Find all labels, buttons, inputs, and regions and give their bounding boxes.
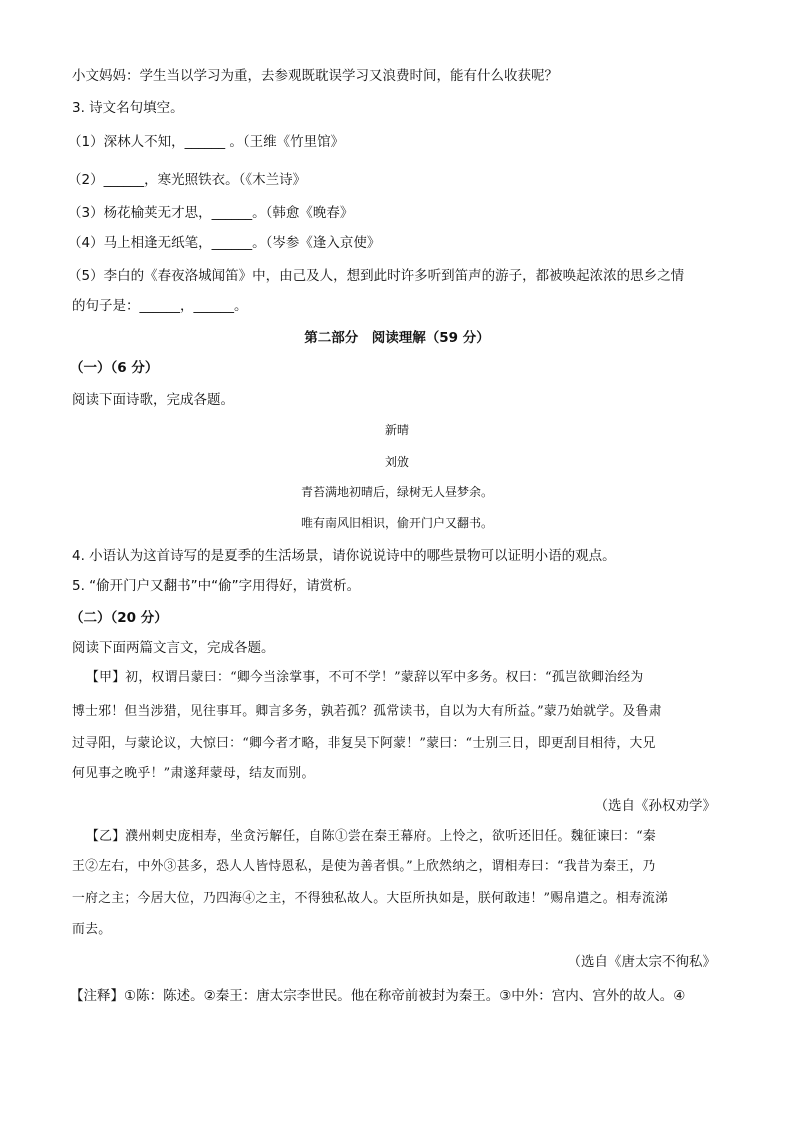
q3-title: 3. 诗文名句填空。	[72, 100, 184, 116]
notes-line: 【注释】①陈：陈述。②秦王：唐太宗李世民。他在称帝前被封为秦王。③中外：宫内、宫外的故人。④	[70, 988, 686, 1004]
section1-heading: （一）（6 分）	[70, 360, 159, 376]
jia-line-3: 过寻阳，与蒙论议，大惊曰：“卿今者才略，非复吴下阿蒙！”蒙曰：“士别三日，即更刮目相待，大兄	[72, 736, 656, 751]
jia-source: （选自《孙权劝学》	[594, 798, 716, 814]
intro-line: 小文妈妈：学生当以学习为重，去参观既耽误学习又浪费时间，能有什么收获呢？	[72, 68, 558, 84]
yi-line-2: 王②左右，中外③甚多，恐人人皆恃恩私，是使为善者惧。”上欣然纳之，谓相寿曰：“我昔为秦王，乃	[72, 859, 656, 874]
q3-item-1: （1）深林人不知，______ 。（王维《竹里馆》	[68, 134, 345, 150]
yi-line-4: 而去。	[72, 922, 112, 937]
poem-line-2: 唯有南风旧相识，偷开门户又翻书。	[300, 516, 493, 530]
poem-line-1: 青苔满地初晴后，绿树无人昼梦余。	[300, 485, 493, 499]
yi-source: （选自《唐太宗不徇私》	[567, 954, 716, 970]
yi-line-3: 一府之主；今居大位，乃四海④之主，不得独私故人。大臣所执如是，朕何敢违！”赐帛遣之。相寿流涕	[72, 891, 669, 906]
jia-line-4: 何见事之晚乎！”肃遂拜蒙母，结友而别。	[72, 766, 315, 781]
poem-author: 刘攽	[384, 455, 409, 469]
q3-item-5: （5）李白的《春夜洛城闻笛》中，由己及人，想到此时许多听到笛声的游子，都被唤起浓浓的思乡之情	[68, 268, 685, 284]
part2-title: 第二部分 阅读理解（59 分）	[304, 330, 490, 346]
question-4: 4. 小语认为这首诗写的是夏季的生活场景，请你说说诗中的哪些景物可以证明小语的观点。	[72, 548, 616, 564]
jia-line-2: 博士邪！但当涉猎，见往事耳。卿言多务，孰若孤？孤常读书，自以为大有所益。”蒙乃始就学。及鲁肃	[72, 704, 662, 719]
poem-title: 新晴	[384, 423, 409, 437]
section2-instruction: 阅读下面两篇文言文，完成各题。	[72, 640, 275, 656]
question-5: 5. “偷开门户又翻书”中“偷”字用得好，请赏析。	[72, 578, 361, 594]
q3-item-2: （2）______，寒光照铁衣。（《木兰诗》	[68, 172, 307, 188]
section2-heading: （二）（20 分）	[70, 610, 168, 626]
q3-item-3: （3）杨花榆荚无才思，______。（韩愈《晚春》	[68, 205, 354, 221]
jia-line-1: 【甲】初，权谓吕蒙曰：“卿今当涂掌事，不可不学！”蒙辞以军中多务。权曰：“孤岂欲卿治经为	[86, 670, 644, 685]
q3-item-4: （4）马上相逢无纸笔，______。（岑参《逢入京使》	[68, 235, 381, 251]
section1-instruction: 阅读下面诗歌，完成各题。	[72, 392, 234, 408]
yi-line-1: 【乙】濮州刺史庞相寿，坐贪污解任，自陈①尝在秦王幕府。上怜之，欲听还旧任。魏征谏曰：“秦	[86, 829, 657, 844]
q3-item-5-cont: 的句子是：______，______。	[72, 298, 248, 314]
